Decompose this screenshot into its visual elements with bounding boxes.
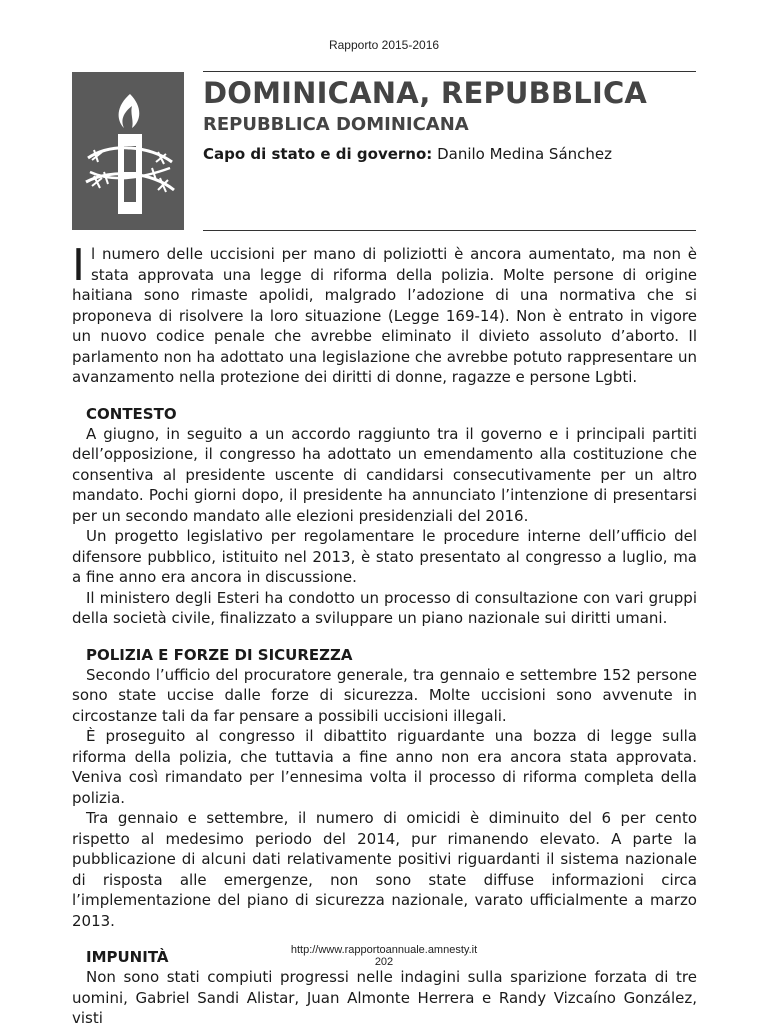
section-heading: CONTESTO [86, 404, 177, 423]
page-number: 202 [374, 956, 394, 968]
country-title: DOMINICANA, REPUBBLICA [203, 76, 648, 110]
paragraph: Tra gennaio e settembre, il numero di omicidi è diminuito del 6 per cento rispetto al medesimo periodo del 2014, pur rimanendo elevato. A parte la pubblicazione di alcuni dati relativamente positivi riguardanti il sistema nazionale di risposta alle emergenze, non sono state diffuse informazioni circa l’implementazione del piano di sicurezza nazionale, varato ufficialmente a marzo 2013. [72, 809, 697, 930]
section-polizia [72, 645, 697, 932]
paragraph: Non sono stati compiuti progressi nelle indagini sulla sparizione forzata di tre uomini, Gabriel Sandi Alistar, Juan Almonte Herrera e Randy Vizcaíno González, visti [72, 968, 697, 1027]
header-rule-top [203, 71, 696, 72]
drop-cap: I [72, 240, 85, 291]
paragraph: È proseguito al congresso il dibattito riguardante una bozza di legge sulla riforma della polizia, che tuttavia a fine anno non era ancora stata approvata. Veniva così rimandato per l’ennesima volta il processo di riforma completa della polizia. [72, 727, 697, 807]
candle-barbed-wire-icon [72, 72, 184, 230]
paragraph: Secondo l’ufficio del procuratore generale, tra gennaio e settembre 152 persone sono state uccise dalle forze di sicurezza. Molte uccisioni sono avvenute in circostanze tali da far pensare a possibili uccisioni illegali. [72, 665, 697, 725]
paragraph: Il ministero degli Esteri ha condotto un processo di consultazione con vari gruppi della società civile, finalizzato a sviluppare un piano nazionale sui diritti umani. [72, 588, 697, 627]
section-heading: IMPUNITÀ [86, 948, 169, 966]
header-rule-bottom [203, 230, 696, 231]
running-head: Rapporto 2015-2016 [328, 38, 440, 52]
head-of-state [203, 145, 612, 163]
footer-url[interactable]: http://www.rapportoannuale.amnesty.it [290, 944, 478, 956]
paragraph: A giugno, in seguito a un accordo raggiunto tra il governo e i principali partiti dell’opposizione, il congresso ha adottato un emendamento alla costituzione che consentiva al presidente uscente di candidarsi consecutivamente per un altro mandato. Pochi giorni dopo, il presidente ha annunciato l’intenzione di presentarsi per un secondo mandato alle elezioni presidenziali del 2016. [72, 424, 697, 525]
head-of-state-label: Capo di stato e di governo: [203, 145, 433, 163]
article-body [72, 240, 697, 1029]
intro-paragraph [72, 240, 697, 388]
intro-text: l numero delle uccisioni per mano di poliziotti è ancora aumentato, ma non è stata approvata una legge di riforma della polizia. Molte persone di origine haitiana sono rimaste apolidi, malgrado l’adozione di una normativa che si proponeva di risolvere la loro situazione (Legge 169-14). Non è entrato in vigore un nuovo codice penale che avrebbe eliminato il divieto assoluto d’aborto. Il parlamento non ha adottato una legislazione che avrebbe potuto rappresentare un avanzamento nella protezione dei diritti di donne, ragazze e persone Lgbti. [72, 245, 697, 386]
country-official-name: REPUBBLICA DOMINICANA [203, 114, 469, 135]
head-of-state-name: Danilo Medina Sánchez [437, 145, 613, 163]
section-contesto [72, 404, 697, 629]
paragraph: Un progetto legislativo per regolamentare le procedure interne dell’ufficio del difensore pubblico, istituito nel 2013, è stato presentato al congresso a luglio, ma a fine anno era ancora in discussione. [72, 527, 697, 586]
amnesty-logo [72, 72, 184, 230]
section-heading: POLIZIA E FORZE DI SICUREZZA [86, 645, 353, 664]
